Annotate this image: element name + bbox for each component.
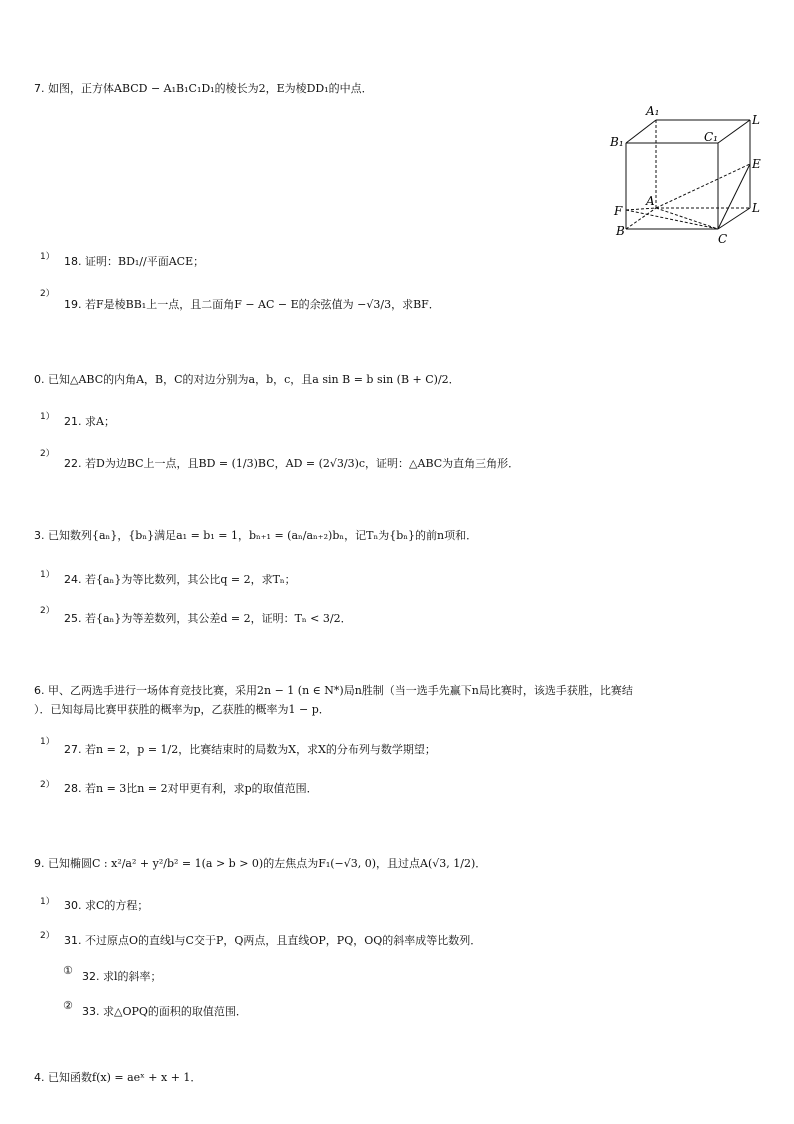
label-D1: L <box>752 113 760 127</box>
question-20-stem <box>34 372 460 388</box>
question-number: 9. <box>34 857 45 870</box>
question-text: 求△OPQ的面积的取值范围． <box>103 1005 247 1018</box>
question-number: 25. <box>64 612 82 625</box>
question-text: 若{aₙ}为等差数列，其公差d = 2，证明：Tₙ < 3/2． <box>85 612 352 625</box>
question-number: 30. <box>64 899 82 912</box>
question-number: 24. <box>64 573 82 586</box>
label-A: A <box>646 194 655 208</box>
question-text: 已知数列{aₙ}，{bₙ}满足a₁ = b₁ = 1，bₙ₊₁ = (aₙ/aₙ₊₂)bₙ，记Tₙ为{bₙ}的前n项和． <box>48 529 478 542</box>
question-number: 33. <box>82 1005 100 1018</box>
label-E: E <box>752 157 761 171</box>
question-33 <box>82 1004 247 1020</box>
question-number: 6. <box>34 684 45 697</box>
question-29-stem <box>34 856 486 872</box>
question-text: 已知函数f(x) = aeˣ + x + 1． <box>48 1071 202 1084</box>
question-number: 0. <box>34 373 45 386</box>
part-marker: 1） <box>40 570 55 580</box>
question-text: 求l的斜率； <box>103 970 162 983</box>
question-number: 4. <box>34 1071 45 1084</box>
question-17-stem <box>34 81 373 97</box>
question-19 <box>64 297 440 313</box>
question-31 <box>64 933 481 949</box>
label-B: B <box>616 224 625 238</box>
question-number: 32. <box>82 970 100 983</box>
question-number: 7. <box>34 82 45 95</box>
part-marker: 1） <box>40 252 55 262</box>
question-text: 不过原点O的直线l与C交于P，Q两点，且直线OP，PQ，OQ的斜率成等比数列． <box>85 934 482 947</box>
question-number: 28. <box>64 782 82 795</box>
question-23-stem <box>34 528 477 544</box>
label-D: L <box>752 201 760 215</box>
cube-diagram <box>606 100 766 250</box>
question-30 <box>64 898 148 914</box>
part-marker: 1） <box>40 897 55 907</box>
question-28 <box>64 781 318 797</box>
question-number: 3. <box>34 529 45 542</box>
question-text: 甲、乙两选手进行一场体育竞技比赛，采用2n − 1 (n ∈ N*)局n胜制（当一选手先赢下n局比赛时，该选手获胜，比赛结 <box>48 684 633 697</box>
part-marker: 2） <box>40 289 55 299</box>
part-marker: 2） <box>40 780 55 790</box>
sub-part-marker: ② <box>63 999 73 1012</box>
question-25 <box>64 611 352 627</box>
question-18 <box>64 254 204 270</box>
question-text: 证明：BD₁//平面ACE； <box>85 255 205 268</box>
question-text: 已知椭圆C : x²/a² + y²/b² = 1(a > b > 0)的左焦点为F₁(−√3, 0)，且过点A(√3, 1/2)． <box>48 857 487 870</box>
question-number: 31. <box>64 934 82 947</box>
label-A1: A₁ <box>646 104 660 118</box>
label-C1: C₁ <box>704 130 718 144</box>
question-text: 若F是棱BB₁上一点，且二面角F − AC − E的余弦值为 −√3/3，求BF． <box>85 298 440 311</box>
question-27 <box>64 742 436 758</box>
question-26-stem-continued <box>34 702 330 718</box>
label-B1: B₁ <box>610 135 624 149</box>
question-number: 21. <box>64 415 82 428</box>
question-21 <box>64 414 115 430</box>
sub-part-marker: ① <box>63 964 73 977</box>
question-text: 求C的方程； <box>85 899 149 912</box>
question-text: 已知△ABC的内角A，B，C的对边分别为a，b，c，且a sin B = b sin (B + C)/2． <box>48 373 460 386</box>
label-F: F <box>614 204 623 218</box>
question-24 <box>64 572 296 588</box>
part-marker: 1） <box>40 737 55 747</box>
part-marker: 1） <box>40 412 55 422</box>
question-text: 若D为边BC上一点，且BD = (1/3)BC，AD = (2√3/3)c，证明：△ABC为直角三角形． <box>85 457 520 470</box>
question-34-stem <box>34 1070 201 1086</box>
part-marker: 2） <box>40 606 55 616</box>
question-26-stem <box>34 683 633 699</box>
question-text: ）．已知每局比赛甲获胜的概率为p，乙获胜的概率为1 − p． <box>34 703 330 716</box>
question-text: 若{aₙ}为等比数列，其公比q = 2，求Tₙ； <box>85 573 296 586</box>
part-marker: 2） <box>40 931 55 941</box>
question-number: 22. <box>64 457 82 470</box>
part-marker: 2） <box>40 449 55 459</box>
question-number: 27. <box>64 743 82 756</box>
question-32 <box>82 969 162 985</box>
question-text: 求A； <box>85 415 115 428</box>
question-22 <box>64 456 519 472</box>
cube-figure <box>606 100 766 253</box>
question-text: 如图，正方体ABCD − A₁B₁C₁D₁的棱长为2，E为棱DD₁的中点． <box>48 82 373 95</box>
question-number: 19. <box>64 298 82 311</box>
question-text: 若n = 2，p = 1/2，比赛结束时的局数为X，求X的分布列与数学期望； <box>85 743 436 756</box>
question-number: 18. <box>64 255 82 268</box>
label-C: C <box>718 232 728 246</box>
question-text: 若n = 3比n = 2对甲更有利，求p的取值范围． <box>85 782 318 795</box>
